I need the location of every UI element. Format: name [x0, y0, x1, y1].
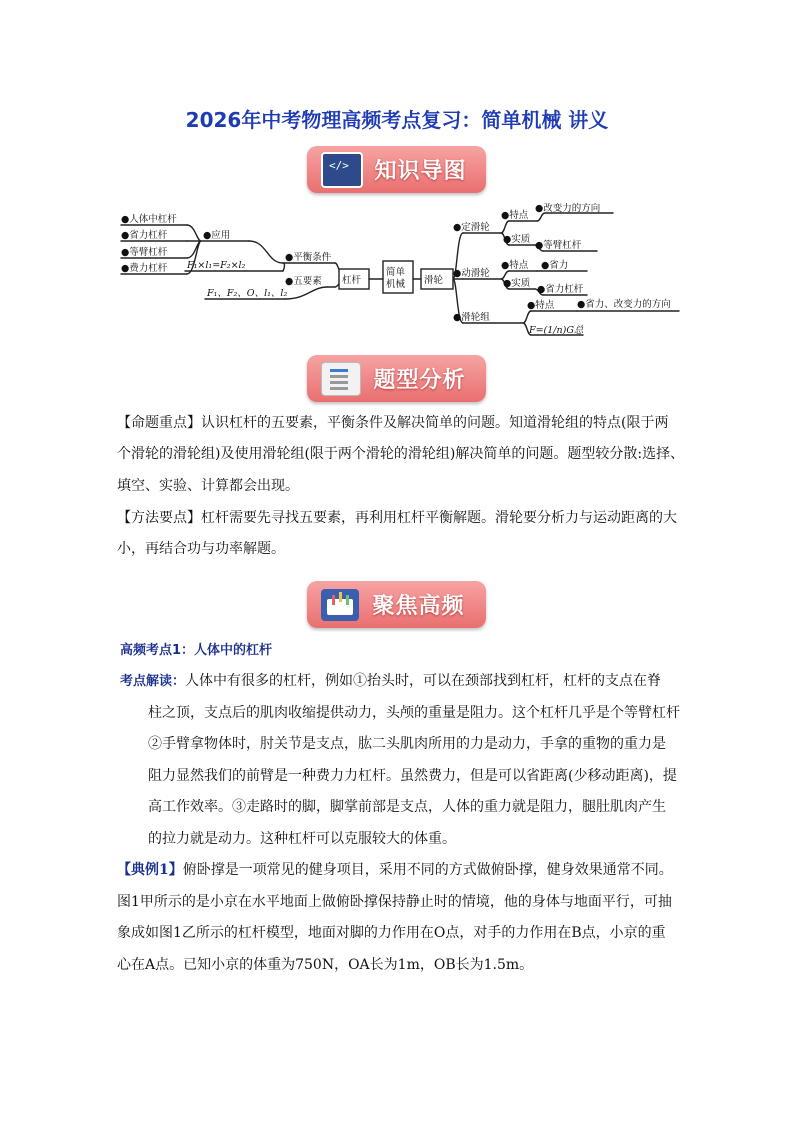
mindmap-fixed-feature-value: ●改变力的方向	[535, 203, 601, 214]
explain-line-1	[120, 667, 661, 696]
mindmap-group-formula: F=(1/n)G总	[529, 325, 584, 336]
focus-heading: 高频考点1：人体中的杠杆	[120, 643, 273, 658]
mindmap-movable-feature-value: ●省力	[541, 260, 569, 271]
mindmap-elements-list: F₁、F₂、O、l₁、l₂	[207, 288, 288, 299]
explain-line-1-text: 人体中有很多的杠杆，例如①抬头时，可以在颈部找到杠杆，杠杆的支点在脊	[185, 673, 662, 689]
mindmap-fixed-essence-value: ●等臂杠杆	[535, 240, 582, 251]
mindmap-movable-feature: ●特点	[501, 260, 529, 271]
example-line-4: 心在A点。已知小京的体重为750N，OA长为1m，OB长为1.5m。	[117, 957, 534, 973]
example-line-1	[117, 856, 673, 885]
mindmap-fixed-essence: ●实质	[503, 234, 531, 245]
explain-line-3: ②手臂拿物体时，肘关节是支点，肱二头肌肉所用的力是动力，手拿的重物的重力是	[148, 736, 666, 752]
example-line-2: 图1甲所示的是小京在水平地面上做俯卧撑保持静止时的情境，他的身体与地面平行，可抽	[117, 894, 672, 910]
mindmap-pulley: 滑轮	[424, 275, 444, 286]
mindmap-item-equal-arm-lever: ●等臂杠杆	[121, 247, 168, 258]
mindmap-fixed-pulley: ●定滑轮	[453, 222, 490, 233]
mindmap-item-human-lever: ●人体中杠杆	[121, 214, 177, 225]
example-line-3: 象成如图1乙所示的杠杆模型，地面对脚的力作用在O点，对手的力作用在B点，小京的重	[117, 925, 666, 941]
analysis-line-4: 【方法要点】杠杆需要先寻找五要素，再利用杠杆平衡解题。滑轮要分析力与运动距离的大	[117, 510, 677, 526]
mindmap-center-line1: 简单	[386, 267, 406, 278]
analysis-banner	[307, 355, 486, 402]
analysis-line-1: 【命题重点】认识杠杆的五要素，平衡条件及解决简单的问题。知道滑轮组的特点(限于两	[117, 415, 669, 431]
mindmap-item-force-costing-lever: ●费力杠杆	[121, 263, 168, 274]
analysis-banner-label: 题型分析	[373, 368, 466, 393]
focus-banner-label: 聚焦高频	[372, 594, 465, 619]
explain-label: 考点解读：	[120, 674, 186, 689]
mindmap-five-elements: ●五要素	[285, 276, 322, 287]
mindmap-balance-condition: ●平衡条件	[285, 252, 332, 263]
explain-line-6: 的拉力就是动力。这种杠杆可以克服较大的体重。	[148, 831, 456, 847]
mindmap-lever: 杠杆	[342, 275, 362, 286]
explain-line-2: 柱之顶，支点后的肌肉收缩提供动力，头颅的重量是阻力。这个杠杆几乎是个等臂杠杆	[148, 705, 680, 721]
example-line-1-text: 俯卧撑是一项常见的健身项目，采用不同的方式做俯卧撑，健身效果通常不同。	[182, 862, 673, 878]
analysis-line-5: 小，再结合功与功率解题。	[117, 541, 285, 557]
explain-line-4: 阻力显然我们的前臂是一种费力力杠杆。虽然费力，但是可以省距离(少移动距离)，提	[148, 768, 677, 784]
mindmap-movable-essence-value: ●省力杠杆	[537, 284, 584, 295]
analysis-line-3: 填空、实验、计算都会出现。	[117, 478, 299, 494]
mindmap-center-line2: 机械	[386, 279, 406, 290]
page-title: 2026年中考物理高频考点复习：简单机械 讲义	[185, 108, 609, 132]
knowledge-mindmap	[117, 203, 687, 343]
document-icon	[321, 362, 361, 396]
mindmap-item-force-saving-lever: ●省力杠杆	[121, 230, 168, 241]
book-icon	[321, 589, 359, 621]
mindmap-fixed-feature: ●特点	[501, 210, 529, 221]
example-label: 【典例1】	[117, 862, 183, 878]
mindmap-pulley-group: ●滑轮组	[453, 312, 490, 323]
mindmap-group-feature: ●特点	[527, 300, 555, 311]
mindmap-group-feature-value: ●省力、改变力的方向	[577, 299, 671, 310]
monitor-code-icon	[321, 152, 363, 188]
mindmap-banner-label: 知识导图	[374, 159, 467, 184]
mindmap-movable-pulley: ●动滑轮	[453, 268, 490, 279]
explain-line-5: 高工作效率。③走路时的脚，脚掌前部是支点，人体的重力就是阻力，腿肚肌肉产生	[148, 799, 666, 815]
analysis-line-2: 个滑轮的滑轮组)及使用滑轮组(限于两个滑轮的滑轮组)解决简单的问题。题型较分散:选择、	[117, 446, 685, 462]
mindmap-balance-formula: F₁×l₁=F₂×l₂	[187, 260, 246, 271]
mindmap-application: ●应用	[203, 230, 231, 241]
mindmap-movable-essence: ●实质	[503, 278, 531, 289]
focus-banner	[307, 581, 486, 628]
mindmap-banner	[307, 146, 486, 193]
